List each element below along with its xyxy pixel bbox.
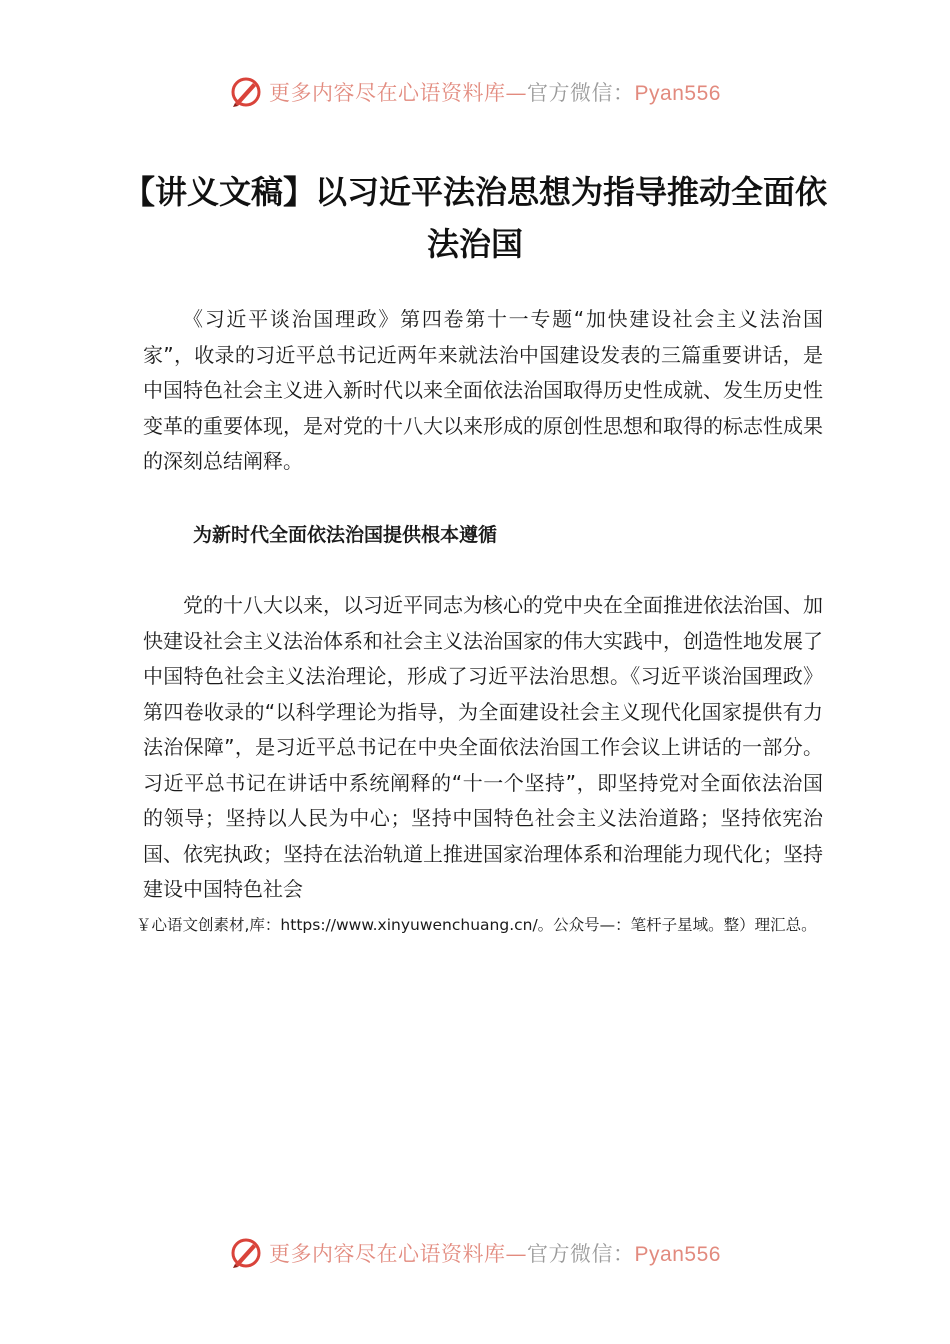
footer-watermark bbox=[0, 1233, 950, 1273]
section-heading: 为新时代全面依法治国提供根本遵循 bbox=[193, 524, 498, 546]
watermark-wechat-label: 官方微信： bbox=[527, 81, 635, 105]
header-watermark bbox=[0, 72, 950, 112]
section-paragraph: 党的十八大以来，以习近平同志为核心的党中央在全面推进依法治国、加快建设社会主义法治体系和社会主义法治国家的伟大实践中，创造性地发展了中国特色社会主义法治理论，形成了习近平法治思想。《习近平谈治国理政》第四卷收录的“以科学理论为指导，为全面建设社会主义现代化国家提供有力法治保障”，是习近平总书记在中央全面依法治国工作会议上讲话的一部分。习近平总书记在讲话中系统阐释的“十一个坚持”，即坚持党对全面依法治国的领导；坚持以人民为中心；坚持中国特色社会主义法治道路；坚持依宪治国、依宪执政；坚持在法治轨道上推进国家治理体系和治理能力现代化；坚持建设中国特色社会 bbox=[143, 593, 823, 901]
pen-logo-icon bbox=[229, 1236, 263, 1270]
watermark-slogan: 更多内容尽在心语资料库— bbox=[269, 1242, 528, 1266]
watermark-text bbox=[269, 77, 721, 107]
document-title: 【讲义文稿】以习近平法治思想为指导推动全面依法治国 bbox=[122, 173, 827, 263]
pen-logo-icon bbox=[229, 75, 263, 109]
watermark-text bbox=[269, 1238, 721, 1268]
source-note: ￥心语文创素材,库：https://www.xinyuwenchuang.cn/。公众号—：笔杆子星域。整）理汇总。 bbox=[136, 916, 817, 934]
intro-paragraph: 《习近平谈治国理政》第四卷第十一专题“加快建设社会主义法治国家”，收录的习近平总书记近两年来就法治中国建设发表的三篇重要讲话，是中国特色社会主义进入新时代以来全面依法治国取得历史性成就、发生历史性变革的重要体现，是对党的十八大以来形成的原创性思想和取得的标志性成果的深刻总结阐释。 bbox=[143, 307, 823, 473]
watermark-slogan: 更多内容尽在心语资料库— bbox=[269, 81, 528, 105]
watermark-wechat-id: Pyan556 bbox=[634, 1243, 721, 1266]
watermark-wechat-label: 官方微信： bbox=[527, 1242, 635, 1266]
watermark-wechat-id: Pyan556 bbox=[634, 82, 721, 105]
